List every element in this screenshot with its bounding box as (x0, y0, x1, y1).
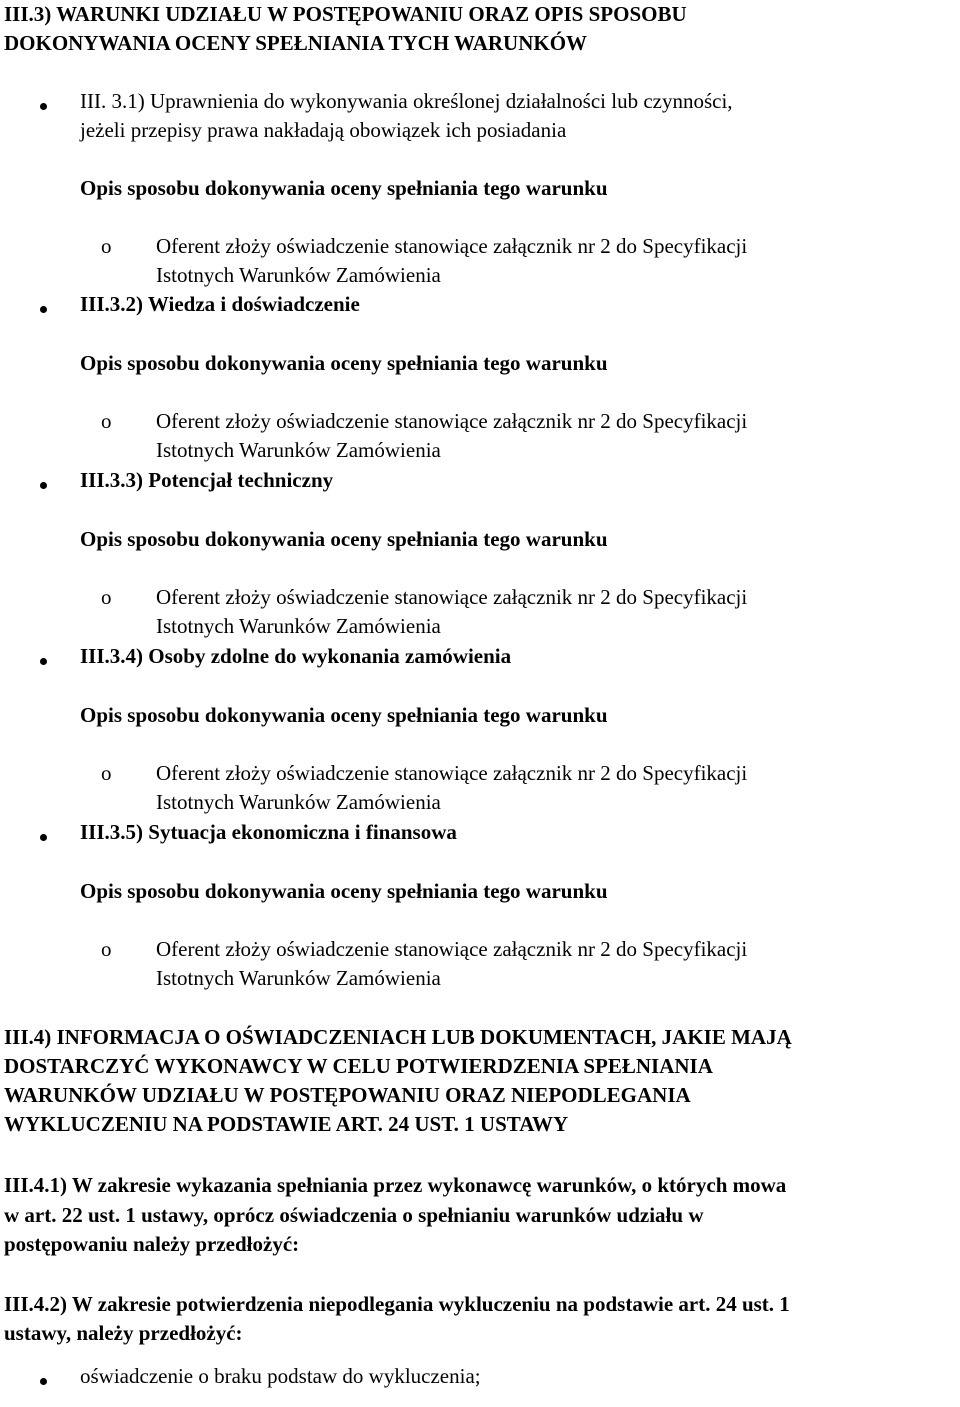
list-bullet (40, 834, 47, 841)
sub-item-line-2: Istotnych Warunków Zamówienia (156, 614, 441, 638)
sub-item-line-1: Oferent złoży oświadczenie stanowiące załącznik nr 2 do Specyfikacji (156, 761, 748, 785)
sub-item-line-2: Istotnych Warunków Zamówienia (156, 438, 441, 462)
sub-item-line-2: Istotnych Warunków Zamówienia (156, 263, 441, 287)
list-bullet (40, 306, 47, 313)
item-title-line-1: III.3.3) Potencjał techniczny (80, 468, 334, 492)
evaluation-description-label: Opis sposobu dokonywania oceny spełniania tego warunku (80, 527, 608, 551)
item-title-line-1: III.3.4) Osoby zdolne do wykonania zamówienia (80, 644, 512, 668)
paragraph-4-1-line-2: w art. 22 ust. 1 ustawy, oprócz oświadczenia o spełnianiu warunków udziału w (4, 1203, 704, 1227)
list-bullet (40, 482, 47, 489)
sublist-marker: o (101, 585, 112, 609)
sublist-marker: o (101, 409, 112, 433)
sub-item-line-1: Oferent złoży oświadczenie stanowiące załącznik nr 2 do Specyfikacji (156, 409, 748, 433)
section-iii4-heading-line-1: III.4) INFORMACJA O OŚWIADCZENIACH LUB DOKUMENTACH, JAKIE MAJĄ (4, 1025, 792, 1049)
item-title-line-1: III.3.5) Sytuacja ekonomiczna i finansowa (80, 820, 457, 844)
sub-item-line-1: Oferent złoży oświadczenie stanowiące załącznik nr 2 do Specyfikacji (156, 234, 748, 258)
list-bullet (40, 103, 47, 110)
item-title-line-2: jeżeli przepisy prawa nakładają obowiązek ich posiadania (80, 118, 567, 142)
list-bullet (40, 1378, 47, 1385)
section-iii4-heading-line-3: WARUNKÓW UDZIAŁU W POSTĘPOWANIU ORAZ NIEPODLEGANIA (4, 1083, 691, 1107)
paragraph-4-1-line-1: III.4.1) W zakresie wykazania spełniania przez wykonawcę warunków, o których mowa (4, 1173, 787, 1197)
section-heading-line-1: III.3) WARUNKI UDZIAŁU W POSTĘPOWANIU ORAZ OPIS SPOSOBU (4, 2, 687, 26)
list-item: oświadczenie o braku podstaw do wykluczenia; (80, 1364, 481, 1388)
sub-item-line-2: Istotnych Warunków Zamówienia (156, 790, 441, 814)
sub-item-line-2: Istotnych Warunków Zamówienia (156, 966, 441, 990)
sublist-marker: o (101, 761, 112, 785)
sublist-marker: o (101, 937, 112, 961)
section-iii4-heading-line-4: WYKLUCZENIU NA PODSTAWIE ART. 24 UST. 1 USTAWY (4, 1112, 569, 1136)
paragraph-4-2-line-2: ustawy, należy przedłożyć: (4, 1321, 243, 1345)
evaluation-description-label: Opis sposobu dokonywania oceny spełniania tego warunku (80, 703, 608, 727)
item-title-line-1: III. 3.1) Uprawnienia do wykonywania określonej działalności lub czynności, (80, 89, 733, 113)
paragraph-4-2-line-1: III.4.2) W zakresie potwierdzenia niepodlegania wykluczeniu na podstawie art. 24 ust. 1 (4, 1292, 790, 1316)
section-heading-line-2: DOKONYWANIA OCENY SPEŁNIANIA TYCH WARUNKÓW (4, 31, 588, 55)
sub-item-line-1: Oferent złoży oświadczenie stanowiące załącznik nr 2 do Specyfikacji (156, 937, 748, 961)
section-iii4-heading-line-2: DOSTARCZYĆ WYKONAWCY W CELU POTWIERDZENIA SPEŁNIANIA (4, 1054, 713, 1078)
list-bullet (40, 658, 47, 665)
sublist-marker: o (101, 234, 112, 258)
sub-item-line-1: Oferent złoży oświadczenie stanowiące załącznik nr 2 do Specyfikacji (156, 585, 748, 609)
evaluation-description-label: Opis sposobu dokonywania oceny spełniania tego warunku (80, 879, 608, 903)
evaluation-description-label: Opis sposobu dokonywania oceny spełniania tego warunku (80, 351, 608, 375)
evaluation-description-label: Opis sposobu dokonywania oceny spełniania tego warunku (80, 176, 608, 200)
paragraph-4-1-line-3: postępowaniu należy przedłożyć: (4, 1232, 300, 1256)
item-title-line-1: III.3.2) Wiedza i doświadczenie (80, 292, 360, 316)
